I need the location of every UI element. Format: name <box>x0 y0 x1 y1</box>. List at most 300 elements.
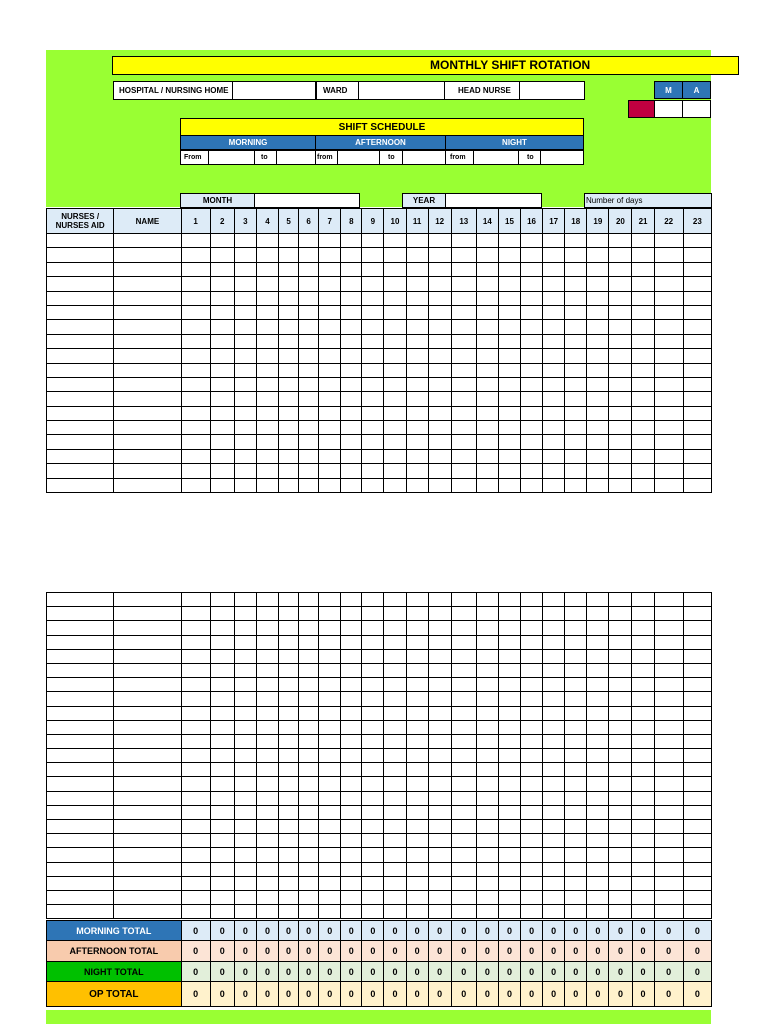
shift-cell[interactable] <box>683 905 711 919</box>
shift-cell[interactable] <box>632 905 654 919</box>
shift-cell[interactable] <box>609 248 632 262</box>
shift-cell[interactable] <box>210 421 234 435</box>
name-cell[interactable] <box>114 277 181 291</box>
shift-cell[interactable] <box>476 834 498 848</box>
shift-cell[interactable] <box>587 663 609 677</box>
shift-cell[interactable] <box>609 593 632 607</box>
shift-cell[interactable] <box>406 291 428 305</box>
shift-cell[interactable] <box>181 377 210 391</box>
shift-cell[interactable] <box>210 805 234 819</box>
shift-cell[interactable] <box>279 862 299 876</box>
shift-cell[interactable] <box>476 905 498 919</box>
shift-cell[interactable] <box>498 464 520 478</box>
shift-cell[interactable] <box>319 478 341 492</box>
shift-cell[interactable] <box>609 734 632 748</box>
shift-cell[interactable] <box>210 621 234 635</box>
shift-cell[interactable] <box>384 607 406 621</box>
shift-cell[interactable] <box>632 320 654 334</box>
shift-cell[interactable] <box>384 478 406 492</box>
shift-cell[interactable] <box>341 406 362 420</box>
shift-cell[interactable] <box>362 363 384 377</box>
shift-cell[interactable] <box>406 820 428 834</box>
shift-cell[interactable] <box>609 749 632 763</box>
shift-cell[interactable] <box>279 435 299 449</box>
shift-cell[interactable] <box>428 607 451 621</box>
shift-cell[interactable] <box>210 834 234 848</box>
shift-cell[interactable] <box>521 749 543 763</box>
shift-cell[interactable] <box>341 791 362 805</box>
shift-cell[interactable] <box>406 692 428 706</box>
shift-cell[interactable] <box>543 305 565 319</box>
shift-cell[interactable] <box>181 334 210 348</box>
shift-cell[interactable] <box>256 862 278 876</box>
shift-cell[interactable] <box>632 593 654 607</box>
nurse-type-cell[interactable] <box>47 635 114 649</box>
shift-cell[interactable] <box>609 905 632 919</box>
shift-cell[interactable] <box>210 291 234 305</box>
shift-cell[interactable] <box>406 720 428 734</box>
shift-cell[interactable] <box>234 435 256 449</box>
shift-cell[interactable] <box>384 449 406 463</box>
shift-cell[interactable] <box>565 464 587 478</box>
shift-cell[interactable] <box>476 464 498 478</box>
shift-cell[interactable] <box>299 464 319 478</box>
shift-cell[interactable] <box>181 862 210 876</box>
shift-cell[interactable] <box>279 763 299 777</box>
shift-cell[interactable] <box>384 621 406 635</box>
shift-cell[interactable] <box>521 392 543 406</box>
shift-cell[interactable] <box>498 248 520 262</box>
shift-cell[interactable] <box>498 678 520 692</box>
shift-cell[interactable] <box>683 749 711 763</box>
shift-cell[interactable] <box>406 749 428 763</box>
shift-cell[interactable] <box>632 262 654 276</box>
shift-cell[interactable] <box>543 763 565 777</box>
shift-cell[interactable] <box>210 377 234 391</box>
shift-cell[interactable] <box>543 876 565 890</box>
name-cell[interactable] <box>114 635 181 649</box>
shift-cell[interactable] <box>362 720 384 734</box>
nurse-type-cell[interactable] <box>47 805 114 819</box>
shift-cell[interactable] <box>319 734 341 748</box>
shift-cell[interactable] <box>319 349 341 363</box>
shift-cell[interactable] <box>362 706 384 720</box>
shift-cell[interactable] <box>428 791 451 805</box>
shift-cell[interactable] <box>362 248 384 262</box>
shift-cell[interactable] <box>609 720 632 734</box>
shift-cell[interactable] <box>476 862 498 876</box>
shift-cell[interactable] <box>654 248 683 262</box>
nurse-type-cell[interactable] <box>47 291 114 305</box>
shift-cell[interactable] <box>406 421 428 435</box>
nurse-type-cell[interactable] <box>47 649 114 663</box>
shift-cell[interactable] <box>521 649 543 663</box>
shift-cell[interactable] <box>428 734 451 748</box>
shift-cell[interactable] <box>299 834 319 848</box>
shift-cell[interactable] <box>683 464 711 478</box>
shift-cell[interactable] <box>210 593 234 607</box>
shift-cell[interactable] <box>632 706 654 720</box>
shift-cell[interactable] <box>609 320 632 334</box>
shift-cell[interactable] <box>362 876 384 890</box>
shift-cell[interactable] <box>654 876 683 890</box>
shift-cell[interactable] <box>498 791 520 805</box>
shift-cell[interactable] <box>256 349 278 363</box>
shift-cell[interactable] <box>210 791 234 805</box>
shift-cell[interactable] <box>181 478 210 492</box>
shift-cell[interactable] <box>406 320 428 334</box>
shift-cell[interactable] <box>587 834 609 848</box>
shift-cell[interactable] <box>384 406 406 420</box>
shift-cell[interactable] <box>256 406 278 420</box>
shift-cell[interactable] <box>428 876 451 890</box>
shift-cell[interactable] <box>428 262 451 276</box>
shift-cell[interactable] <box>632 291 654 305</box>
name-cell[interactable] <box>114 621 181 635</box>
name-cell[interactable] <box>114 320 181 334</box>
shift-cell[interactable] <box>521 277 543 291</box>
shift-cell[interactable] <box>384 763 406 777</box>
shift-cell[interactable] <box>565 706 587 720</box>
shift-cell[interactable] <box>319 248 341 262</box>
shift-cell[interactable] <box>565 834 587 848</box>
shift-cell[interactable] <box>384 262 406 276</box>
shift-cell[interactable] <box>362 421 384 435</box>
shift-cell[interactable] <box>476 593 498 607</box>
shift-cell[interactable] <box>181 777 210 791</box>
shift-cell[interactable] <box>319 777 341 791</box>
shift-cell[interactable] <box>279 890 299 904</box>
nurse-type-cell[interactable] <box>47 734 114 748</box>
shift-cell[interactable] <box>587 678 609 692</box>
shift-cell[interactable] <box>587 749 609 763</box>
shift-cell[interactable] <box>632 749 654 763</box>
shift-cell[interactable] <box>498 334 520 348</box>
nurse-type-cell[interactable] <box>47 392 114 406</box>
shift-cell[interactable] <box>341 820 362 834</box>
shift-cell[interactable] <box>476 377 498 391</box>
shift-cell[interactable] <box>565 291 587 305</box>
shift-cell[interactable] <box>565 392 587 406</box>
shift-cell[interactable] <box>234 363 256 377</box>
shift-cell[interactable] <box>543 862 565 876</box>
shift-cell[interactable] <box>609 291 632 305</box>
shift-cell[interactable] <box>319 406 341 420</box>
shift-cell[interactable] <box>654 277 683 291</box>
shift-cell[interactable] <box>256 763 278 777</box>
name-cell[interactable] <box>114 305 181 319</box>
afternoon-to-field[interactable] <box>402 150 446 165</box>
shift-cell[interactable] <box>521 406 543 420</box>
nurse-type-cell[interactable] <box>47 706 114 720</box>
shift-cell[interactable] <box>428 349 451 363</box>
shift-cell[interactable] <box>498 890 520 904</box>
shift-cell[interactable] <box>476 706 498 720</box>
shift-cell[interactable] <box>279 706 299 720</box>
shift-cell[interactable] <box>319 621 341 635</box>
shift-cell[interactable] <box>632 663 654 677</box>
shift-cell[interactable] <box>341 749 362 763</box>
shift-cell[interactable] <box>299 749 319 763</box>
shift-cell[interactable] <box>587 277 609 291</box>
shift-cell[interactable] <box>683 791 711 805</box>
name-cell[interactable] <box>114 663 181 677</box>
shift-cell[interactable] <box>565 749 587 763</box>
name-cell[interactable] <box>114 834 181 848</box>
shift-cell[interactable] <box>587 349 609 363</box>
name-cell[interactable] <box>114 262 181 276</box>
shift-cell[interactable] <box>181 607 210 621</box>
shift-cell[interactable] <box>654 862 683 876</box>
shift-cell[interactable] <box>476 291 498 305</box>
shift-cell[interactable] <box>654 334 683 348</box>
nurse-type-cell[interactable] <box>47 862 114 876</box>
shift-cell[interactable] <box>609 649 632 663</box>
shift-cell[interactable] <box>210 349 234 363</box>
shift-cell[interactable] <box>181 248 210 262</box>
shift-cell[interactable] <box>341 277 362 291</box>
shift-cell[interactable] <box>299 905 319 919</box>
shift-cell[interactable] <box>406 905 428 919</box>
shift-cell[interactable] <box>498 363 520 377</box>
shift-cell[interactable] <box>654 464 683 478</box>
shift-cell[interactable] <box>476 720 498 734</box>
shift-cell[interactable] <box>632 392 654 406</box>
shift-cell[interactable] <box>498 848 520 862</box>
shift-cell[interactable] <box>362 305 384 319</box>
shift-cell[interactable] <box>384 706 406 720</box>
shift-cell[interactable] <box>406 478 428 492</box>
shift-cell[interactable] <box>341 464 362 478</box>
shift-cell[interactable] <box>654 305 683 319</box>
shift-cell[interactable] <box>181 392 210 406</box>
shift-cell[interactable] <box>279 607 299 621</box>
shift-cell[interactable] <box>406 635 428 649</box>
shift-cell[interactable] <box>384 890 406 904</box>
shift-cell[interactable] <box>406 649 428 663</box>
shift-cell[interactable] <box>319 320 341 334</box>
shift-cell[interactable] <box>476 392 498 406</box>
shift-cell[interactable] <box>234 763 256 777</box>
shift-cell[interactable] <box>543 621 565 635</box>
shift-cell[interactable] <box>451 734 476 748</box>
shift-cell[interactable] <box>406 363 428 377</box>
shift-cell[interactable] <box>451 777 476 791</box>
name-cell[interactable] <box>114 890 181 904</box>
shift-cell[interactable] <box>521 435 543 449</box>
shift-cell[interactable] <box>299 734 319 748</box>
shift-cell[interactable] <box>406 848 428 862</box>
shift-cell[interactable] <box>341 734 362 748</box>
shift-cell[interactable] <box>341 635 362 649</box>
shift-cell[interactable] <box>683 234 711 248</box>
shift-cell[interactable] <box>587 649 609 663</box>
shift-cell[interactable] <box>476 848 498 862</box>
shift-cell[interactable] <box>341 449 362 463</box>
shift-cell[interactable] <box>341 262 362 276</box>
shift-cell[interactable] <box>319 848 341 862</box>
shift-cell[interactable] <box>406 678 428 692</box>
shift-cell[interactable] <box>234 291 256 305</box>
shift-cell[interactable] <box>428 377 451 391</box>
shift-cell[interactable] <box>406 305 428 319</box>
shift-cell[interactable] <box>299 392 319 406</box>
shift-cell[interactable] <box>384 464 406 478</box>
shift-cell[interactable] <box>299 320 319 334</box>
shift-cell[interactable] <box>521 349 543 363</box>
shift-cell[interactable] <box>362 635 384 649</box>
shift-cell[interactable] <box>319 421 341 435</box>
shift-cell[interactable] <box>683 635 711 649</box>
shift-cell[interactable] <box>362 406 384 420</box>
shift-cell[interactable] <box>341 435 362 449</box>
shift-cell[interactable] <box>587 234 609 248</box>
shift-cell[interactable] <box>609 305 632 319</box>
nurse-type-cell[interactable] <box>47 334 114 348</box>
legend-a-cell[interactable] <box>682 100 711 118</box>
name-cell[interactable] <box>114 720 181 734</box>
shift-cell[interactable] <box>609 763 632 777</box>
shift-cell[interactable] <box>341 377 362 391</box>
shift-cell[interactable] <box>428 663 451 677</box>
shift-cell[interactable] <box>587 435 609 449</box>
shift-cell[interactable] <box>279 234 299 248</box>
shift-cell[interactable] <box>341 478 362 492</box>
shift-cell[interactable] <box>210 262 234 276</box>
shift-cell[interactable] <box>181 876 210 890</box>
shift-cell[interactable] <box>565 334 587 348</box>
shift-cell[interactable] <box>234 334 256 348</box>
name-cell[interactable] <box>114 692 181 706</box>
name-cell[interactable] <box>114 649 181 663</box>
shift-cell[interactable] <box>406 777 428 791</box>
shift-cell[interactable] <box>609 777 632 791</box>
shift-cell[interactable] <box>256 635 278 649</box>
shift-cell[interactable] <box>543 635 565 649</box>
shift-cell[interactable] <box>451 421 476 435</box>
shift-cell[interactable] <box>632 234 654 248</box>
shift-cell[interactable] <box>319 291 341 305</box>
shift-cell[interactable] <box>521 621 543 635</box>
shift-cell[interactable] <box>609 464 632 478</box>
shift-cell[interactable] <box>683 248 711 262</box>
shift-cell[interactable] <box>632 406 654 420</box>
shift-cell[interactable] <box>210 720 234 734</box>
shift-cell[interactable] <box>362 749 384 763</box>
shift-cell[interactable] <box>609 805 632 819</box>
name-cell[interactable] <box>114 749 181 763</box>
shift-cell[interactable] <box>451 720 476 734</box>
shift-cell[interactable] <box>632 305 654 319</box>
shift-cell[interactable] <box>319 277 341 291</box>
shift-cell[interactable] <box>521 421 543 435</box>
shift-cell[interactable] <box>543 890 565 904</box>
shift-cell[interactable] <box>256 248 278 262</box>
shift-cell[interactable] <box>341 876 362 890</box>
shift-cell[interactable] <box>476 749 498 763</box>
shift-cell[interactable] <box>521 791 543 805</box>
shift-cell[interactable] <box>565 734 587 748</box>
shift-cell[interactable] <box>428 805 451 819</box>
shift-cell[interactable] <box>234 349 256 363</box>
shift-cell[interactable] <box>279 277 299 291</box>
shift-cell[interactable] <box>632 349 654 363</box>
shift-cell[interactable] <box>341 706 362 720</box>
shift-cell[interactable] <box>565 791 587 805</box>
shift-cell[interactable] <box>683 305 711 319</box>
shift-cell[interactable] <box>256 876 278 890</box>
shift-cell[interactable] <box>476 692 498 706</box>
shift-cell[interactable] <box>299 349 319 363</box>
shift-cell[interactable] <box>299 678 319 692</box>
shift-cell[interactable] <box>683 763 711 777</box>
shift-cell[interactable] <box>234 621 256 635</box>
shift-cell[interactable] <box>543 678 565 692</box>
shift-cell[interactable] <box>609 663 632 677</box>
shift-cell[interactable] <box>683 392 711 406</box>
shift-cell[interactable] <box>587 706 609 720</box>
shift-cell[interactable] <box>319 834 341 848</box>
nurse-type-cell[interactable] <box>47 464 114 478</box>
shift-cell[interactable] <box>181 905 210 919</box>
shift-cell[interactable] <box>234 478 256 492</box>
name-cell[interactable] <box>114 593 181 607</box>
shift-cell[interactable] <box>428 435 451 449</box>
shift-cell[interactable] <box>210 692 234 706</box>
shift-cell[interactable] <box>565 805 587 819</box>
shift-cell[interactable] <box>256 320 278 334</box>
shift-cell[interactable] <box>341 392 362 406</box>
shift-cell[interactable] <box>279 377 299 391</box>
shift-cell[interactable] <box>428 320 451 334</box>
nurse-type-cell[interactable] <box>47 777 114 791</box>
night-to-field[interactable] <box>540 150 584 165</box>
shift-cell[interactable] <box>181 791 210 805</box>
shift-cell[interactable] <box>565 621 587 635</box>
name-cell[interactable] <box>114 406 181 420</box>
shift-cell[interactable] <box>498 234 520 248</box>
shift-cell[interactable] <box>543 791 565 805</box>
shift-cell[interactable] <box>234 791 256 805</box>
shift-cell[interactable] <box>210 905 234 919</box>
shift-cell[interactable] <box>521 678 543 692</box>
shift-cell[interactable] <box>609 848 632 862</box>
afternoon-from-field[interactable] <box>337 150 380 165</box>
shift-cell[interactable] <box>565 593 587 607</box>
shift-cell[interactable] <box>362 678 384 692</box>
shift-cell[interactable] <box>256 777 278 791</box>
shift-cell[interactable] <box>319 377 341 391</box>
shift-cell[interactable] <box>565 478 587 492</box>
shift-cell[interactable] <box>181 663 210 677</box>
shift-cell[interactable] <box>609 406 632 420</box>
shift-cell[interactable] <box>428 649 451 663</box>
shift-cell[interactable] <box>234 649 256 663</box>
shift-cell[interactable] <box>428 291 451 305</box>
shift-cell[interactable] <box>428 305 451 319</box>
shift-cell[interactable] <box>543 248 565 262</box>
nurse-type-cell[interactable] <box>47 848 114 862</box>
shift-cell[interactable] <box>341 834 362 848</box>
nurse-type-cell[interactable] <box>47 248 114 262</box>
shift-cell[interactable] <box>210 478 234 492</box>
shift-cell[interactable] <box>451 820 476 834</box>
shift-cell[interactable] <box>521 862 543 876</box>
shift-cell[interactable] <box>234 607 256 621</box>
shift-cell[interactable] <box>406 464 428 478</box>
shift-cell[interactable] <box>362 377 384 391</box>
shift-cell[interactable] <box>632 607 654 621</box>
